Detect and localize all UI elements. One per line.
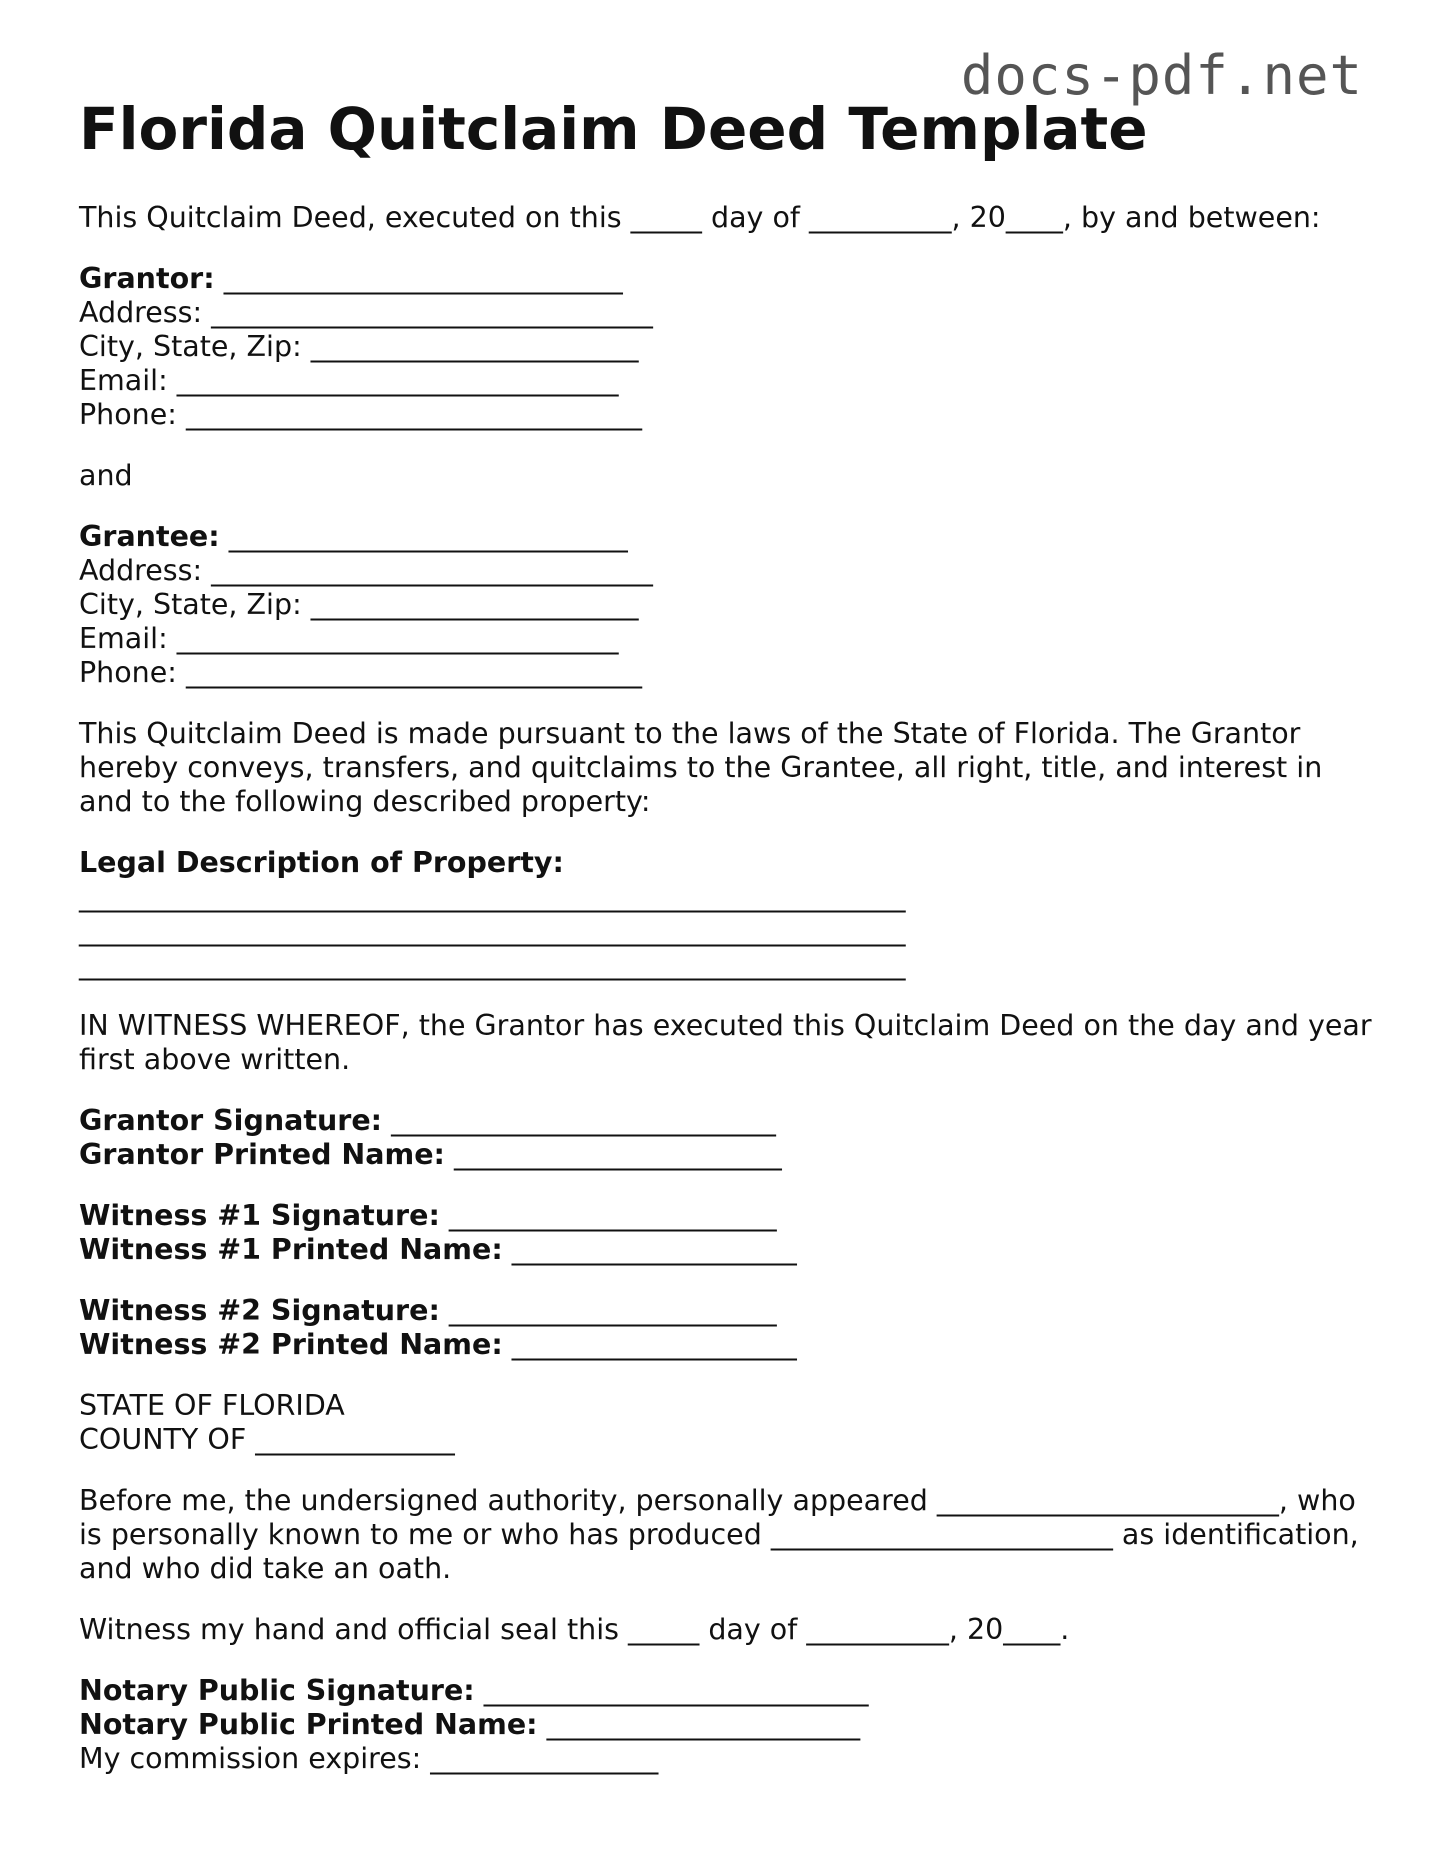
legal-description-line: __________________________________________________________ bbox=[79, 879, 906, 913]
page-title: Florida Quitclaim Deed Template bbox=[79, 95, 1148, 163]
witness1-signature-label: Witness #1 Signature: bbox=[79, 1198, 440, 1232]
witness2-signature-label: Witness #2 Signature: bbox=[79, 1293, 440, 1327]
legal-description-label: Legal Description of Property: bbox=[79, 845, 564, 879]
witness1-printed-name-line bbox=[79, 1233, 1379, 1267]
witness1-printed-name-label: Witness #1 Printed Name: bbox=[79, 1232, 503, 1266]
grantor-signature-label: Grantor Signature: bbox=[79, 1103, 383, 1137]
witness-whereof-paragraph: IN WITNESS WHEREOF, the Grantor has executed this Quitclaim Deed on the day and year first above written. bbox=[79, 1008, 1372, 1076]
witness2-signature-line bbox=[79, 1294, 1379, 1328]
grantor-signature-block bbox=[79, 1104, 1379, 1172]
grantor-name-line bbox=[79, 262, 1379, 296]
notary-block bbox=[79, 1674, 1379, 1776]
grantor-address-line: Address: _______________________________ bbox=[79, 295, 653, 329]
legal-description-line: __________________________________________________________ bbox=[79, 913, 906, 947]
commission-expires-line: My commission expires: ________________ bbox=[79, 1741, 659, 1775]
grantee-label: Grantee: bbox=[79, 519, 220, 553]
grantor-phone-line: Phone: ________________________________ bbox=[79, 397, 642, 431]
grantor-name-blank: ____________________________ bbox=[214, 261, 623, 295]
grantee-phone-line: Phone: ________________________________ bbox=[79, 655, 642, 689]
notary-venue-block bbox=[79, 1389, 1379, 1457]
witness1-block bbox=[79, 1199, 1379, 1267]
witness2-block bbox=[79, 1294, 1379, 1362]
witness2-printed-name-label: Witness #2 Printed Name: bbox=[79, 1327, 503, 1361]
legal-description-line: __________________________________________________________ bbox=[79, 947, 906, 981]
grantor-signature-line bbox=[79, 1104, 1379, 1138]
seal-paragraph: Witness my hand and official seal this _____ day of __________, 20____. bbox=[79, 1612, 1070, 1646]
grantor-email-line: Email: _______________________________ bbox=[79, 363, 619, 397]
witness2-printed-name-line bbox=[79, 1328, 1379, 1362]
witness2-printed-name-blank: ____________________ bbox=[502, 1327, 797, 1361]
grantee-name-line bbox=[79, 520, 1379, 554]
conveyance-paragraph: This Quitclaim Deed is made pursuant to the laws of the State of Florida. The Grantor hereby conveys, transfers, and quitclaims to the Grantee, all right, title, and interest in and to the following described property: bbox=[79, 716, 1323, 818]
grantor-printed-name-line bbox=[79, 1138, 1379, 1172]
notary-signature-line bbox=[79, 1674, 1379, 1708]
grantee-name-blank: ____________________________ bbox=[219, 519, 628, 553]
grantee-city-line: City, State, Zip: _______________________ bbox=[79, 587, 639, 621]
witness1-signature-line bbox=[79, 1199, 1379, 1233]
and-text: and bbox=[79, 458, 133, 492]
grantor-printed-name-label: Grantor Printed Name: bbox=[79, 1137, 445, 1171]
grantor-block bbox=[79, 262, 1379, 432]
witness1-printed-name-blank: ____________________ bbox=[502, 1232, 797, 1266]
county-line: COUNTY OF ______________ bbox=[79, 1422, 455, 1456]
grantor-printed-name-blank: _______________________ bbox=[444, 1137, 782, 1171]
notary-printed-name-label: Notary Public Printed Name: bbox=[79, 1707, 538, 1741]
witness1-signature-blank: _______________________ bbox=[439, 1198, 777, 1232]
document-page bbox=[79, 95, 1379, 1803]
grantee-email-line: Email: _______________________________ bbox=[79, 621, 619, 655]
notary-signature-label: Notary Public Signature: bbox=[79, 1673, 475, 1707]
acknowledgment-paragraph: Before me, the undersigned authority, personally appeared ________________________, who is personally known to me or who has produced ________________________ as identification, and who did take an oath. bbox=[79, 1483, 1359, 1585]
intro-paragraph: This Quitclaim Deed, executed on this _____ day of __________, 20____, by and between: bbox=[79, 200, 1321, 234]
notary-printed-name-line bbox=[79, 1708, 1379, 1742]
grantor-label: Grantor: bbox=[79, 261, 215, 295]
notary-signature-blank: ___________________________ bbox=[474, 1673, 869, 1707]
grantee-block bbox=[79, 520, 1379, 690]
grantor-signature-blank: ___________________________ bbox=[382, 1103, 776, 1137]
site-watermark: docs-pdf.net bbox=[960, 44, 1363, 107]
state-line: STATE OF FLORIDA bbox=[79, 1388, 345, 1422]
notary-printed-name-blank: ______________________ bbox=[537, 1707, 861, 1741]
legal-description-block bbox=[79, 846, 1379, 982]
grantee-address-line: Address: _______________________________ bbox=[79, 553, 653, 587]
witness2-signature-blank: _______________________ bbox=[439, 1293, 777, 1327]
grantor-city-line: City, State, Zip: _______________________ bbox=[79, 329, 639, 363]
